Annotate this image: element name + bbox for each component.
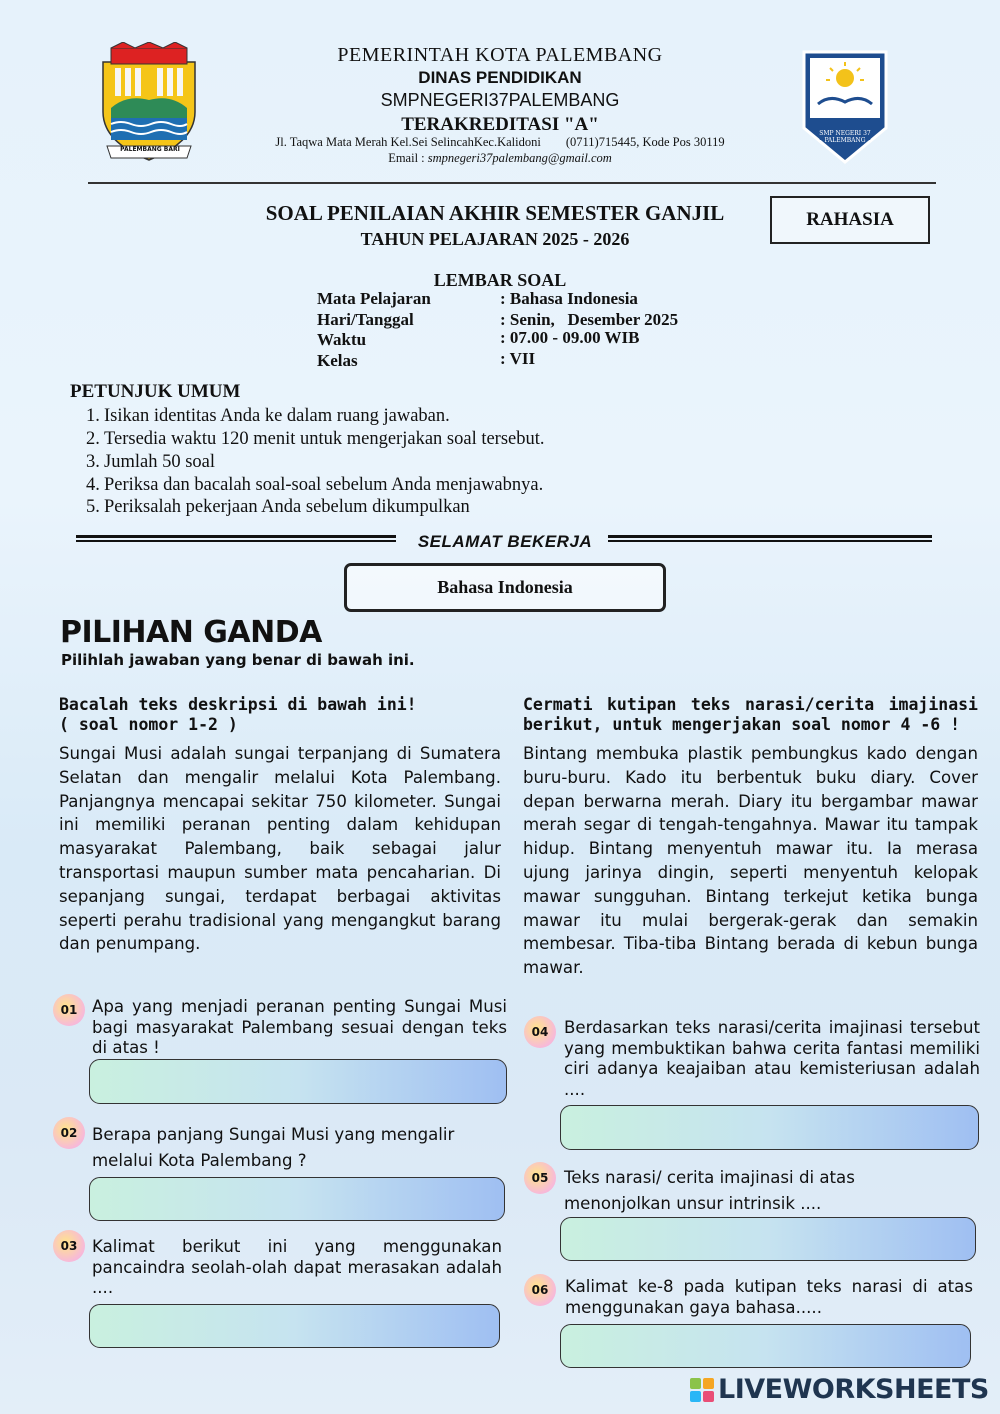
instruction-text: Jumlah 50 soal xyxy=(104,452,215,472)
answer-input-4[interactable] xyxy=(560,1105,979,1150)
question-number-badge: 04 xyxy=(524,1016,556,1048)
question-number-badge: 02 xyxy=(53,1117,85,1149)
meta-value-class: : VII xyxy=(500,349,536,368)
good-luck-text: SELAMAT BEKERJA xyxy=(417,532,593,551)
question-text: Kalimat berikut ini yang menggunakan pancaindra seolah-olah dapat merasakan adalah .... xyxy=(92,1237,502,1297)
question-text: Berdasarkan teks narasi/cerita imajinasi tersebut yang membuktikan bahwa cerita fantasi memiliki ciri adanya keajaiban atau kemisteriusan adalah .... xyxy=(564,1018,980,1099)
question-text: Berapa panjang Sungai Musi yang mengalir melalui Kota Palembang ? xyxy=(92,1125,455,1170)
instruction-item xyxy=(86,475,543,496)
question-text: Apa yang menjadi peranan penting Sungai Musi bagi masyarakat Palembang sesuai dengan teks di atas ! xyxy=(92,997,507,1057)
liveworksheets-brand xyxy=(690,1374,989,1405)
email-value: smpnegeri37palembang@gmail.com xyxy=(427,151,612,165)
classification-box: RAHASIA xyxy=(770,196,930,244)
instruction-text: Periksa dan bacalah soal-soal sebelum Anda menjawabnya. xyxy=(104,475,544,495)
header-divider xyxy=(88,182,936,184)
meta-value-subject: : Bahasa Indonesia xyxy=(500,289,638,308)
question-number-badge: 06 xyxy=(524,1274,556,1306)
instruction-number: 4. xyxy=(86,475,100,495)
instruction-text: Tersedia waktu 120 menit untuk mengerjakan soal tersebut. xyxy=(104,429,545,449)
right-instruction xyxy=(523,695,978,735)
instruction-text: Isikan identitas Anda ke dalam ruang jawaban. xyxy=(104,406,450,426)
department-name: DINAS PENDIDIKAN xyxy=(418,68,582,87)
left-instruction-line2: ( soal nomor 1-2 ) xyxy=(59,715,238,734)
instructions-heading: PETUNJUK UMUM xyxy=(70,381,241,402)
section-title: PILIHAN GANDA xyxy=(60,615,322,650)
school-email xyxy=(240,151,760,166)
answer-input-3[interactable] xyxy=(89,1304,500,1348)
exam-title: SOAL PENILAIAN AKHIR SEMESTER GANJIL xyxy=(265,201,725,225)
meta-value-date: : Senin, Desember 2025 xyxy=(500,310,679,329)
brand-text: LIVEWORKSHEETS xyxy=(718,1374,989,1405)
description-passage: Sungai Musi adalah sungai terpanjang di Sumatera Selatan dan mengalir melalui Kota Palembang. Panjangnya mencapai sekitar 750 kilometer. Sungai ini memiliki peranan penting dalam kehidupan masyarakat Palembang, baik sebagai jalur transportasi maupun sumber mata pencaharian. Di sepanjang sungai, terdapat berbagai aktivitas seperti perahu tradisional yang mengangkut barang dan penumpang. xyxy=(59,744,501,954)
school-logo xyxy=(800,48,890,166)
question-number-badge: 03 xyxy=(53,1230,85,1262)
answer-input-2[interactable] xyxy=(89,1177,505,1221)
sheet-label: LEMBAR SOAL xyxy=(433,270,567,290)
left-instruction-line1: Bacalah teks deskripsi di bawah ini! xyxy=(59,695,417,714)
meta-key-subject: Mata Pelajaran xyxy=(317,289,431,308)
email-label: Email : xyxy=(388,151,428,165)
emblem-banner-text: PALEMBANG BARI xyxy=(120,146,180,153)
school-address: Jl. Taqwa Mata Merah Kel.Sei SelincahKec.Kalidoni (0711)715445, Kode Pos 30119 xyxy=(275,135,725,149)
question-number-badge: 01 xyxy=(53,994,85,1026)
narrative-passage: Bintang membuka plastik pembungkus kado dengan buru-buru. Kado itu berbentuk buku diary. Cover depan berwarna merah. Diary itu bergambar mawar merah segar di tengah-tengahnya. Mawar itu tampak hidup. Bintang menyentuh mawar itu. Ia merasa ujung jarinya dingin, seperti menyentuh kelopak mawar sungguhan. Bintang terkejut ketika bunga mawar itu mulai bergerak-gerak dan semakin membesar. Tiba-tiba Bintang berada di kebun bunga mawar. xyxy=(523,744,978,978)
separator-left xyxy=(76,535,396,542)
answer-input-6[interactable] xyxy=(560,1324,971,1368)
instruction-number: 2. xyxy=(86,429,100,449)
city-emblem-logo xyxy=(97,42,201,170)
meta-value-time: : 07.00 - 09.00 WIB xyxy=(500,328,640,347)
instruction-text: Periksalah pekerjaan Anda sebelum dikumpulkan xyxy=(104,497,470,517)
government-name: PEMERINTAH KOTA PALEMBANG xyxy=(337,44,663,66)
meta-key-class: Kelas xyxy=(317,351,358,370)
question-text: Teks narasi/ cerita imajinasi di atas menonjolkan unsur intrinsik .... xyxy=(564,1168,855,1213)
answer-input-1[interactable] xyxy=(89,1059,507,1104)
right-instruction-line2: berikut, untuk mengerjakan soal nomor 4 -6 ! xyxy=(523,715,961,734)
exam-year: TAHUN PELAJARAN 2025 - 2026 xyxy=(360,229,630,249)
meta-key-date: Hari/Tanggal xyxy=(317,310,414,329)
separator-right xyxy=(608,535,932,542)
instruction-item xyxy=(86,429,545,450)
answer-input-5[interactable] xyxy=(560,1217,976,1261)
right-instruction-line1: Cermati kutipan teks narasi/cerita imajinasi xyxy=(523,695,978,714)
instruction-number: 1. xyxy=(86,406,100,426)
instruction-item xyxy=(86,452,215,473)
school-name: SMPNEGERI37PALEMBANG xyxy=(380,90,620,110)
instruction-item xyxy=(86,497,470,518)
question-text: Kalimat ke-8 pada kutipan teks narasi di atas menggunakan gaya bahasa..... xyxy=(565,1277,973,1317)
instruction-number: 5. xyxy=(86,497,100,517)
accreditation: TERAKREDITASI "A" xyxy=(401,114,599,135)
school-logo-text: SMP NEGERI 37 PALEMBANG xyxy=(819,130,871,144)
subject-box: Bahasa Indonesia xyxy=(344,563,666,612)
meta-key-time: Waktu xyxy=(317,330,367,349)
question-number-badge: 05 xyxy=(524,1162,556,1194)
instruction-number: 3. xyxy=(86,452,100,472)
left-instruction xyxy=(59,695,509,735)
liveworksheets-icon xyxy=(690,1378,714,1402)
instruction-item xyxy=(86,406,450,427)
section-subtitle: Pilihlah jawaban yang benar di bawah ini. xyxy=(61,651,415,669)
